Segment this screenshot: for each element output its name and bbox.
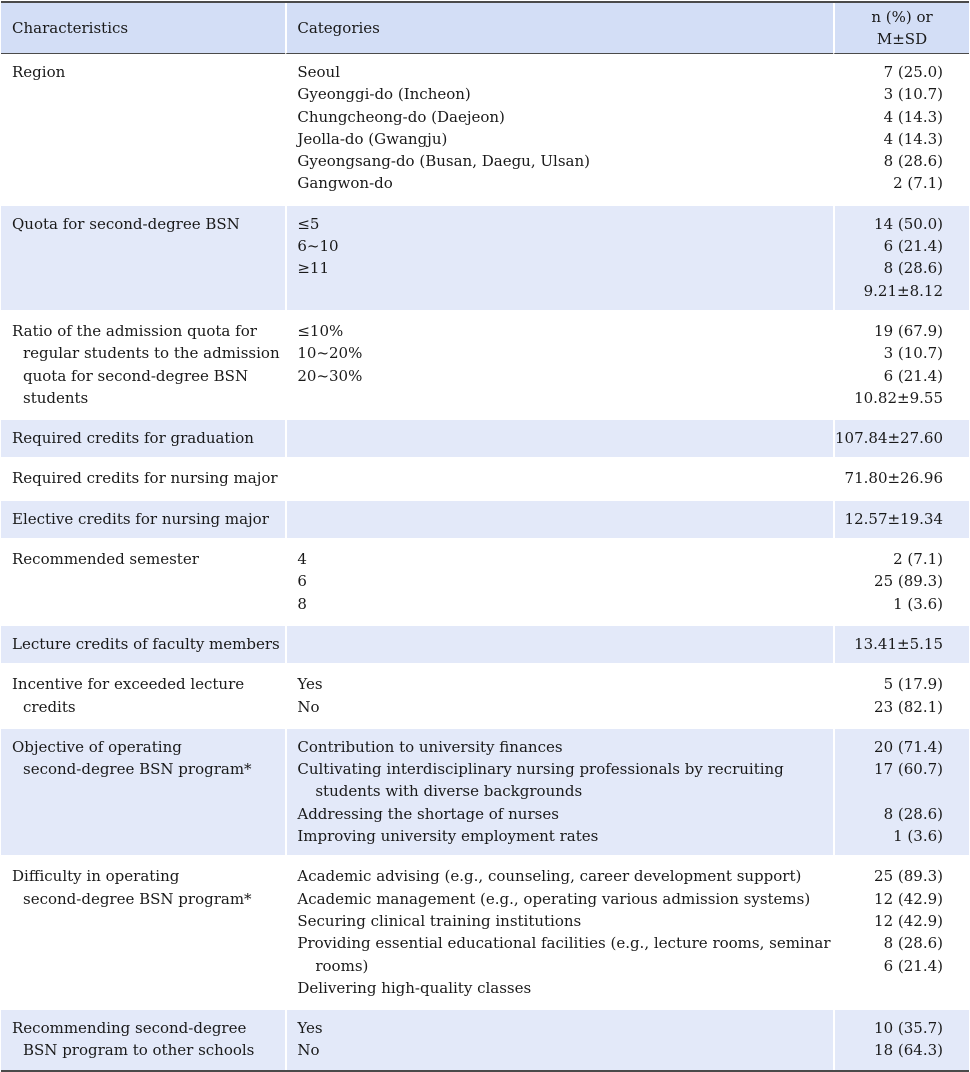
category-cell — [285, 623, 833, 663]
category-text: Addressing the shortage of nurses — [297, 804, 559, 823]
value-text — [835, 780, 943, 802]
characteristic-text: regular students to the admission — [23, 344, 280, 363]
category-text: ≤5 — [297, 214, 320, 233]
value-text: 8 (28.6) — [883, 934, 943, 953]
category-text: Yes — [297, 1019, 323, 1038]
category-text: Securing clinical training institutions — [297, 911, 582, 930]
category-text: 6~10 — [297, 237, 339, 256]
category-text: Jeolla-do (Gwangju) — [297, 129, 448, 148]
value-text: 10 (35.7) — [874, 1019, 943, 1038]
category-cell — [285, 663, 833, 726]
header-n-line1: n (%) or — [871, 8, 933, 26]
characteristic-cell — [1, 498, 285, 538]
table-row — [1, 457, 969, 497]
category-text: Delivering high-quality classes — [297, 978, 532, 997]
characteristic-text: Ratio of the admission quota for — [12, 321, 257, 340]
characteristic-cell — [1, 54, 285, 203]
value-text: 25 (89.3) — [874, 867, 943, 886]
category-cell — [285, 1007, 833, 1070]
characteristic-text: quota for second-degree BSN — [23, 366, 249, 385]
category-text: Contribution to university finances — [297, 737, 563, 756]
category-cell — [285, 310, 833, 417]
category-text: Yes — [297, 675, 323, 694]
characteristic-text: BSN program to other schools — [23, 1041, 255, 1060]
value-cell — [833, 1007, 969, 1070]
characteristic-text: Elective credits for nursing major — [12, 509, 269, 528]
category-cell — [285, 417, 833, 457]
value-text: 19 (67.9) — [874, 321, 943, 340]
category-text: ≤10% — [297, 321, 344, 340]
table-row — [1, 498, 969, 538]
value-text: 1 (3.6) — [893, 594, 943, 613]
value-text: 12.57±19.34 — [844, 509, 943, 528]
value-text: 12 (42.9) — [874, 911, 943, 930]
value-cell — [833, 310, 969, 417]
table-header-row — [1, 3, 969, 54]
category-text: 10~20% — [297, 344, 363, 363]
category-text: Academic management (e.g., operating various admission systems) — [297, 889, 811, 908]
characteristic-text: Lecture credits of faculty members — [12, 634, 280, 653]
characteristic-text: Quota for second-degree BSN — [12, 214, 240, 233]
category-cell — [285, 203, 833, 310]
category-text: 8 — [297, 594, 307, 613]
value-text: 18 (64.3) — [874, 1041, 943, 1060]
category-text: Seoul — [297, 63, 341, 81]
value-cell — [833, 54, 969, 203]
characteristic-text: Recommended semester — [12, 550, 199, 569]
value-text: 107.84±27.60 — [835, 429, 943, 448]
value-cell — [833, 498, 969, 538]
value-text: 4 (14.3) — [883, 129, 943, 148]
header-categories: Categories — [285, 3, 833, 54]
characteristic-text: Incentive for exceeded lecture — [12, 675, 245, 694]
value-cell — [833, 663, 969, 726]
value-text: 6 (21.4) — [883, 956, 943, 975]
value-text: 2 (7.1) — [893, 550, 943, 569]
characteristic-text: Recommending second-degree — [12, 1019, 247, 1038]
category-text: Academic advising (e.g., counseling, career development support) — [297, 867, 802, 886]
table-row — [1, 623, 969, 663]
value-cell — [833, 623, 969, 663]
value-text: 23 (82.1) — [874, 697, 943, 716]
characteristic-cell — [1, 457, 285, 497]
table-row — [1, 54, 969, 203]
category-cell — [285, 457, 833, 497]
value-text: 6 (21.4) — [883, 366, 943, 385]
table-row — [1, 538, 969, 623]
characteristic-text: credits — [23, 697, 76, 716]
value-text: 2 (7.1) — [893, 174, 943, 193]
characteristic-text: second-degree BSN program* — [23, 760, 252, 779]
characteristic-cell — [1, 855, 285, 1007]
value-text: 1 (3.6) — [893, 827, 943, 846]
value-text: 6 (21.4) — [883, 237, 943, 256]
characteristic-cell — [1, 623, 285, 663]
characteristic-text: students — [23, 388, 89, 407]
characteristic-cell — [1, 663, 285, 726]
characteristic-text: second-degree BSN program* — [23, 889, 252, 908]
value-cell — [833, 457, 969, 497]
value-text: 10.82±9.55 — [854, 388, 943, 407]
value-text: 8 (28.6) — [883, 804, 943, 823]
category-text: Improving university employment rates — [297, 827, 599, 846]
category-text: 20~30% — [297, 366, 363, 385]
category-cell — [285, 726, 833, 855]
value-text: 12 (42.9) — [874, 889, 943, 908]
table-row — [1, 663, 969, 726]
characteristic-cell — [1, 1007, 285, 1070]
category-text: 6 — [297, 572, 307, 591]
characteristic-text: Objective of operating — [12, 737, 182, 756]
characteristic-text: Required credits for graduation — [12, 429, 254, 448]
category-text: Providing essential educational facilities (e.g., lecture rooms, seminar rooms) — [297, 934, 831, 975]
characteristic-text: Required credits for nursing major — [12, 469, 278, 488]
value-text: 13.41±5.15 — [854, 634, 943, 653]
category-cell — [285, 498, 833, 538]
table-row — [1, 1007, 969, 1070]
characteristic-cell — [1, 203, 285, 310]
category-text: No — [297, 1041, 320, 1060]
value-text: 7 (25.0) — [883, 63, 943, 81]
category-text: ≥11 — [297, 259, 330, 278]
value-text: 4 (14.3) — [883, 107, 943, 126]
characteristic-text: Difficulty in operating — [12, 867, 180, 886]
category-cell — [285, 855, 833, 1007]
header-n-percent — [833, 3, 969, 54]
table-row — [1, 203, 969, 310]
category-text: 4 — [297, 550, 307, 569]
category-cell — [285, 538, 833, 623]
characteristic-cell — [1, 538, 285, 623]
value-text: 25 (89.3) — [874, 572, 943, 591]
category-text: No — [297, 697, 320, 716]
value-text: 8 (28.6) — [883, 152, 943, 171]
value-text: 3 (10.7) — [883, 85, 943, 104]
header-n-line2: M±SD — [876, 30, 928, 48]
category-text: Gyeongsang-do (Busan, Daegu, Ulsan) — [297, 152, 590, 171]
value-text: 14 (50.0) — [874, 214, 943, 233]
value-cell — [833, 417, 969, 457]
value-text: 20 (71.4) — [874, 737, 943, 756]
value-cell — [833, 203, 969, 310]
characteristics-table — [1, 1, 969, 1072]
value-text: 8 (28.6) — [883, 259, 943, 278]
value-text: 71.80±26.96 — [844, 469, 943, 488]
value-cell — [833, 726, 969, 855]
category-text: Cultivating interdisciplinary nursing professionals by recruiting students with diverse backgrounds — [297, 760, 784, 801]
value-cell — [833, 538, 969, 623]
value-text: 9.21±8.12 — [863, 281, 943, 300]
table-row — [1, 310, 969, 417]
characteristic-cell — [1, 726, 285, 855]
characteristic-cell — [1, 417, 285, 457]
characteristic-cell — [1, 310, 285, 417]
table-row — [1, 726, 969, 855]
characteristic-text: Region — [12, 63, 66, 81]
category-text: Chungcheong-do (Daejeon) — [297, 107, 505, 126]
table-row — [1, 855, 969, 1007]
value-text: 17 (60.7) — [874, 760, 943, 779]
value-cell — [833, 855, 969, 1007]
category-text: Gyeonggi-do (Incheon) — [297, 85, 471, 104]
header-characteristics: Characteristics — [1, 3, 285, 54]
table-row — [1, 417, 969, 457]
value-text: 5 (17.9) — [883, 675, 943, 694]
category-text: Gangwon-do — [297, 174, 393, 193]
value-text: 3 (10.7) — [883, 344, 943, 363]
category-cell — [285, 54, 833, 203]
